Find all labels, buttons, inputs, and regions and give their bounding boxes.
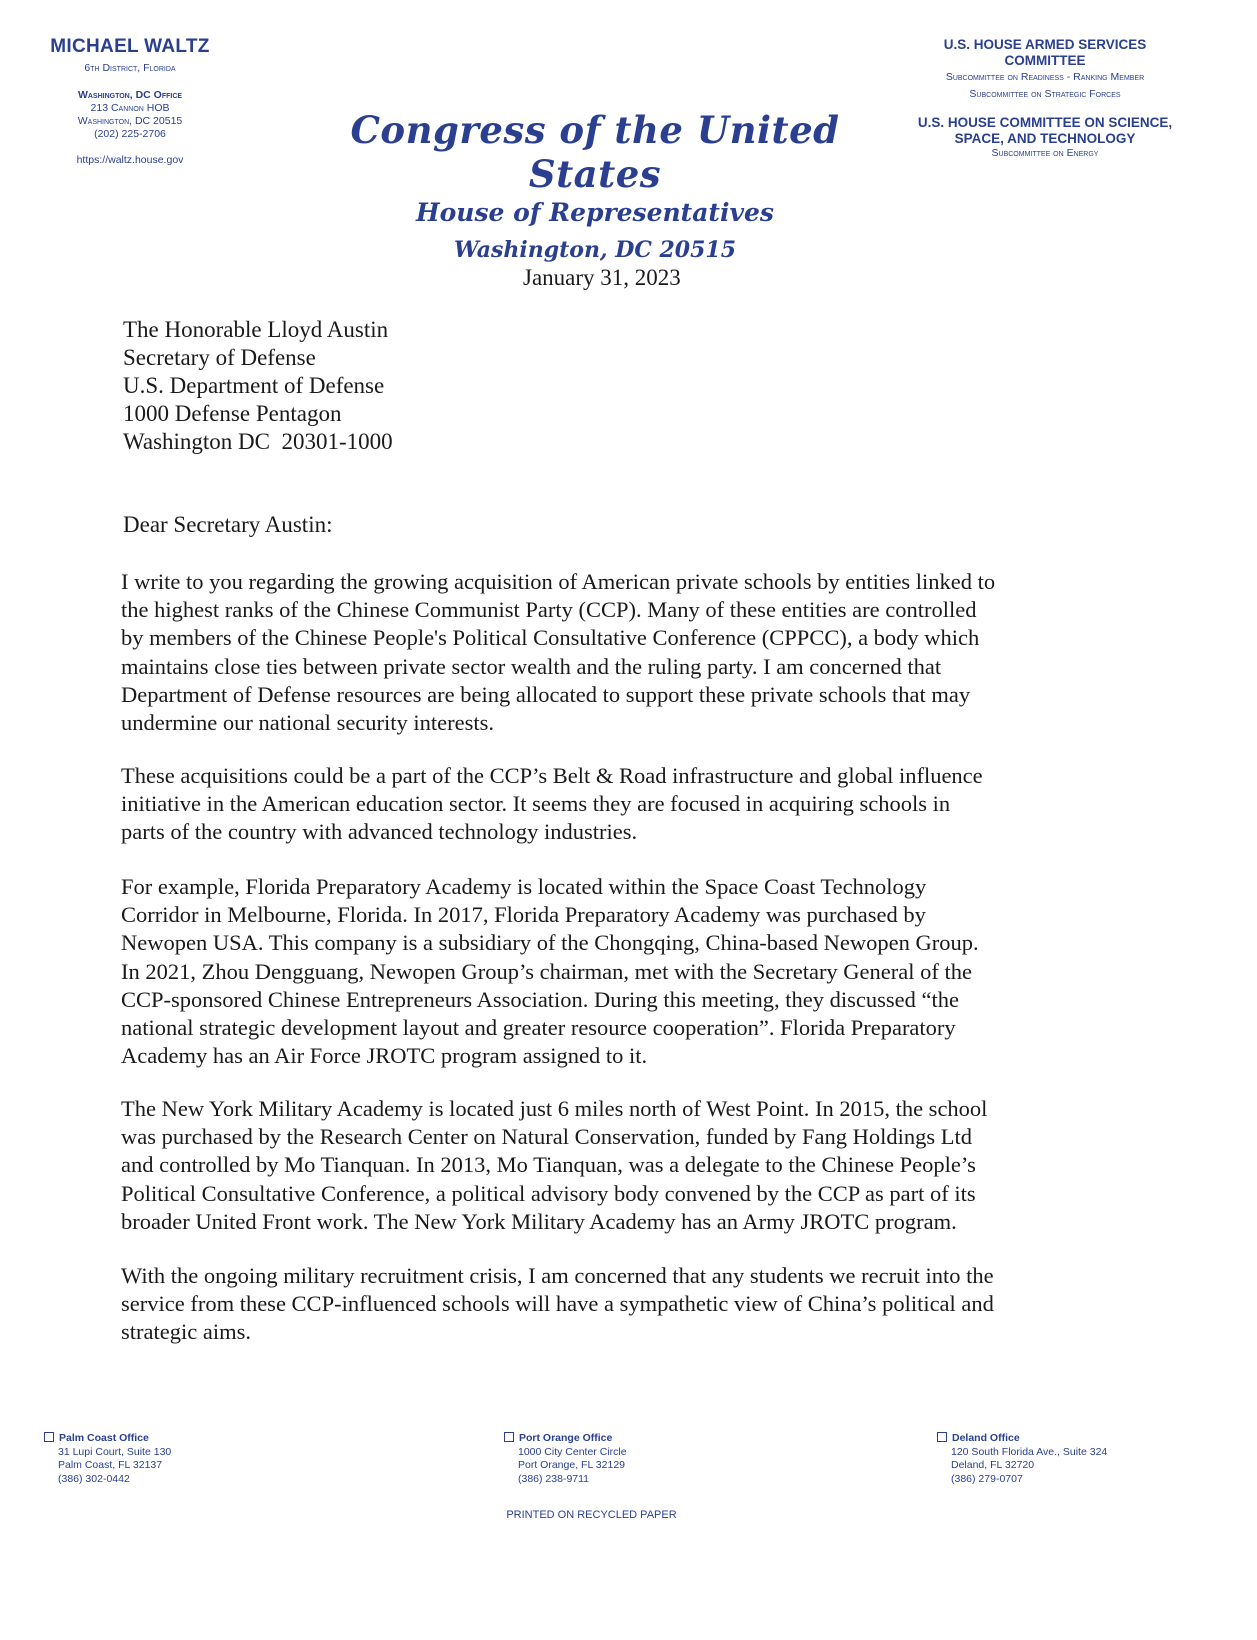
addressee-line: 1000 Defense Pentagon <box>123 401 342 426</box>
subcommittee-line: Subcommittee on Readiness - Ranking Member <box>945 71 1145 83</box>
checkbox-icon <box>44 1432 54 1442</box>
office-line: (386) 302-0442 <box>58 1472 130 1485</box>
dc-office-phone: (202) 225-2706 <box>94 128 166 140</box>
office-title: Deland Office <box>952 1432 1020 1444</box>
letterhead-city: Washington, DC 20515 <box>453 237 737 263</box>
body-line: These acquisitions could be a part of the CCP’s Belt & Road infrastructure and global influence <box>121 763 983 788</box>
member-name: MICHAEL WALTZ <box>50 36 210 57</box>
letter-date: January 31, 2023 <box>523 265 681 290</box>
office-title: Port Orange Office <box>519 1432 613 1444</box>
house-title: House of Representatives <box>416 198 774 227</box>
body-paragraph <box>121 1095 1066 1236</box>
body-line: national strategic development layout and greater resource cooperation”. Florida Preparatory <box>121 1015 956 1041</box>
body-line: Political Consultative Conference, a political advisory body convened by the CCP as part of its <box>121 1180 976 1206</box>
district-office-port-orange <box>504 1432 627 1486</box>
addressee-line: Washington DC 20301-1000 <box>123 429 393 454</box>
body-line: by members of the Chinese People's Political Consultative Conference (CPPCC), a body which <box>121 625 980 651</box>
dc-office-line: 213 Cannon HOB <box>90 102 170 114</box>
body-line: broader United Front work. The New York Military Academy has an Army JROTC program. <box>121 1208 957 1234</box>
office-title: Palm Coast Office <box>59 1432 149 1444</box>
checkbox-icon <box>504 1432 514 1442</box>
body-line: initiative in the American education sector. It seems they are focused in acquiring schools in <box>121 791 951 817</box>
dc-office-line: Washington, DC 20515 <box>77 115 183 127</box>
checkbox-icon <box>937 1432 947 1442</box>
body-paragraph <box>121 1262 1066 1347</box>
body-paragraph <box>121 873 1066 1070</box>
office-line: 1000 City Center Circle <box>518 1445 627 1458</box>
body-line: Academy has an Air Force JROTC program assigned to it. <box>121 1043 648 1069</box>
body-line: was purchased by the Research Center on Natural Conservation, funded by Fang Holdings Ltd <box>121 1124 973 1150</box>
body-line: maintains close ties between private sector wealth and the ruling party. I am concerned that <box>121 653 942 679</box>
committee-title: U.S. HOUSE COMMITTEE ON SCIENCE, <box>917 115 1173 130</box>
subcommittee-line: Subcommittee on Strategic Forces <box>969 88 1121 100</box>
letterhead <box>330 108 860 263</box>
body-line: The New York Military Academy is located just 6 miles north of West Point. In 2015, the school <box>121 1096 988 1121</box>
office-line: 31 Lupi Court, Suite 130 <box>58 1445 172 1458</box>
subcommittee-line: Subcommittee on Energy <box>991 147 1099 159</box>
congress-title: Congress of the United States <box>350 108 840 196</box>
office-line: Deland, FL 32720 <box>951 1459 1035 1471</box>
dc-office-title: Washington, DC Office <box>77 89 183 101</box>
salutation: Dear Secretary Austin: <box>123 512 333 537</box>
office-line: (386) 238-9711 <box>518 1472 590 1485</box>
committee-title: COMMITTEE <box>1004 53 1086 68</box>
office-line: (386) 279-0707 <box>951 1472 1023 1485</box>
body-line: CCP-sponsored Chinese Entrepreneurs Association. During this meeting, they discussed “the <box>121 986 959 1012</box>
body-line: undermine our national security interests. <box>121 710 495 736</box>
body-line: For example, Florida Preparatory Academy is located within the Space Coast Technology <box>121 874 927 899</box>
district-office-palm-coast <box>44 1432 171 1486</box>
member-website: https://waltz.house.gov <box>76 154 184 166</box>
committee-title: SPACE, AND TECHNOLOGY <box>954 131 1136 146</box>
body-line: service from these CCP-influenced schools will have a sympathetic view of China’s political and <box>121 1291 994 1317</box>
office-line: 120 South Florida Ave., Suite 324 <box>951 1445 1108 1458</box>
body-line: Department of Defense resources are being allocated to support these private schools that may <box>121 681 971 707</box>
member-district: 6th District, Florida <box>84 62 176 74</box>
office-line: Palm Coast, FL 32137 <box>58 1459 163 1471</box>
body-line: and controlled by Mo Tianquan. In 2013, Mo Tianquan, was a delegate to the Chinese People’s <box>121 1152 976 1178</box>
district-office-deland <box>937 1432 1107 1486</box>
body-line: strategic aims. <box>121 1319 251 1345</box>
body-line: Newopen USA. This company is a subsidiary of the Chongqing, China-based Newopen Group. <box>121 930 979 956</box>
committee-title: U.S. HOUSE ARMED SERVICES <box>943 37 1147 52</box>
body-line: In 2021, Zhou Dengguang, Newopen Group’s chairman, met with the Secretary General of the <box>121 958 972 984</box>
office-line: Port Orange, FL 32129 <box>518 1459 626 1471</box>
addressee-block <box>123 316 393 456</box>
body-paragraph <box>121 762 1066 847</box>
recycled-paper-note: PRINTED ON RECYCLED PAPER <box>506 1509 677 1521</box>
body-line: Corridor in Melbourne, Florida. In 2017, Florida Preparatory Academy was purchased by <box>121 902 926 928</box>
body-line: parts of the country with advanced technology industries. <box>121 819 638 845</box>
addressee-line: U.S. Department of Defense <box>123 373 385 398</box>
committee-block <box>880 37 1210 160</box>
body-line: I write to you regarding the growing acquisition of American private schools by entities linked to <box>121 569 996 594</box>
body-paragraph <box>121 568 1066 737</box>
body-line: With the ongoing military recruitment crisis, I am concerned that any students we recruit into the <box>121 1263 994 1288</box>
body-line: the highest ranks of the Chinese Communist Party (CCP). Many of these entities are controlled <box>121 597 977 623</box>
addressee-line: Secretary of Defense <box>123 345 316 370</box>
member-contact-block <box>30 36 230 167</box>
addressee-line: The Honorable Lloyd Austin <box>123 317 389 342</box>
